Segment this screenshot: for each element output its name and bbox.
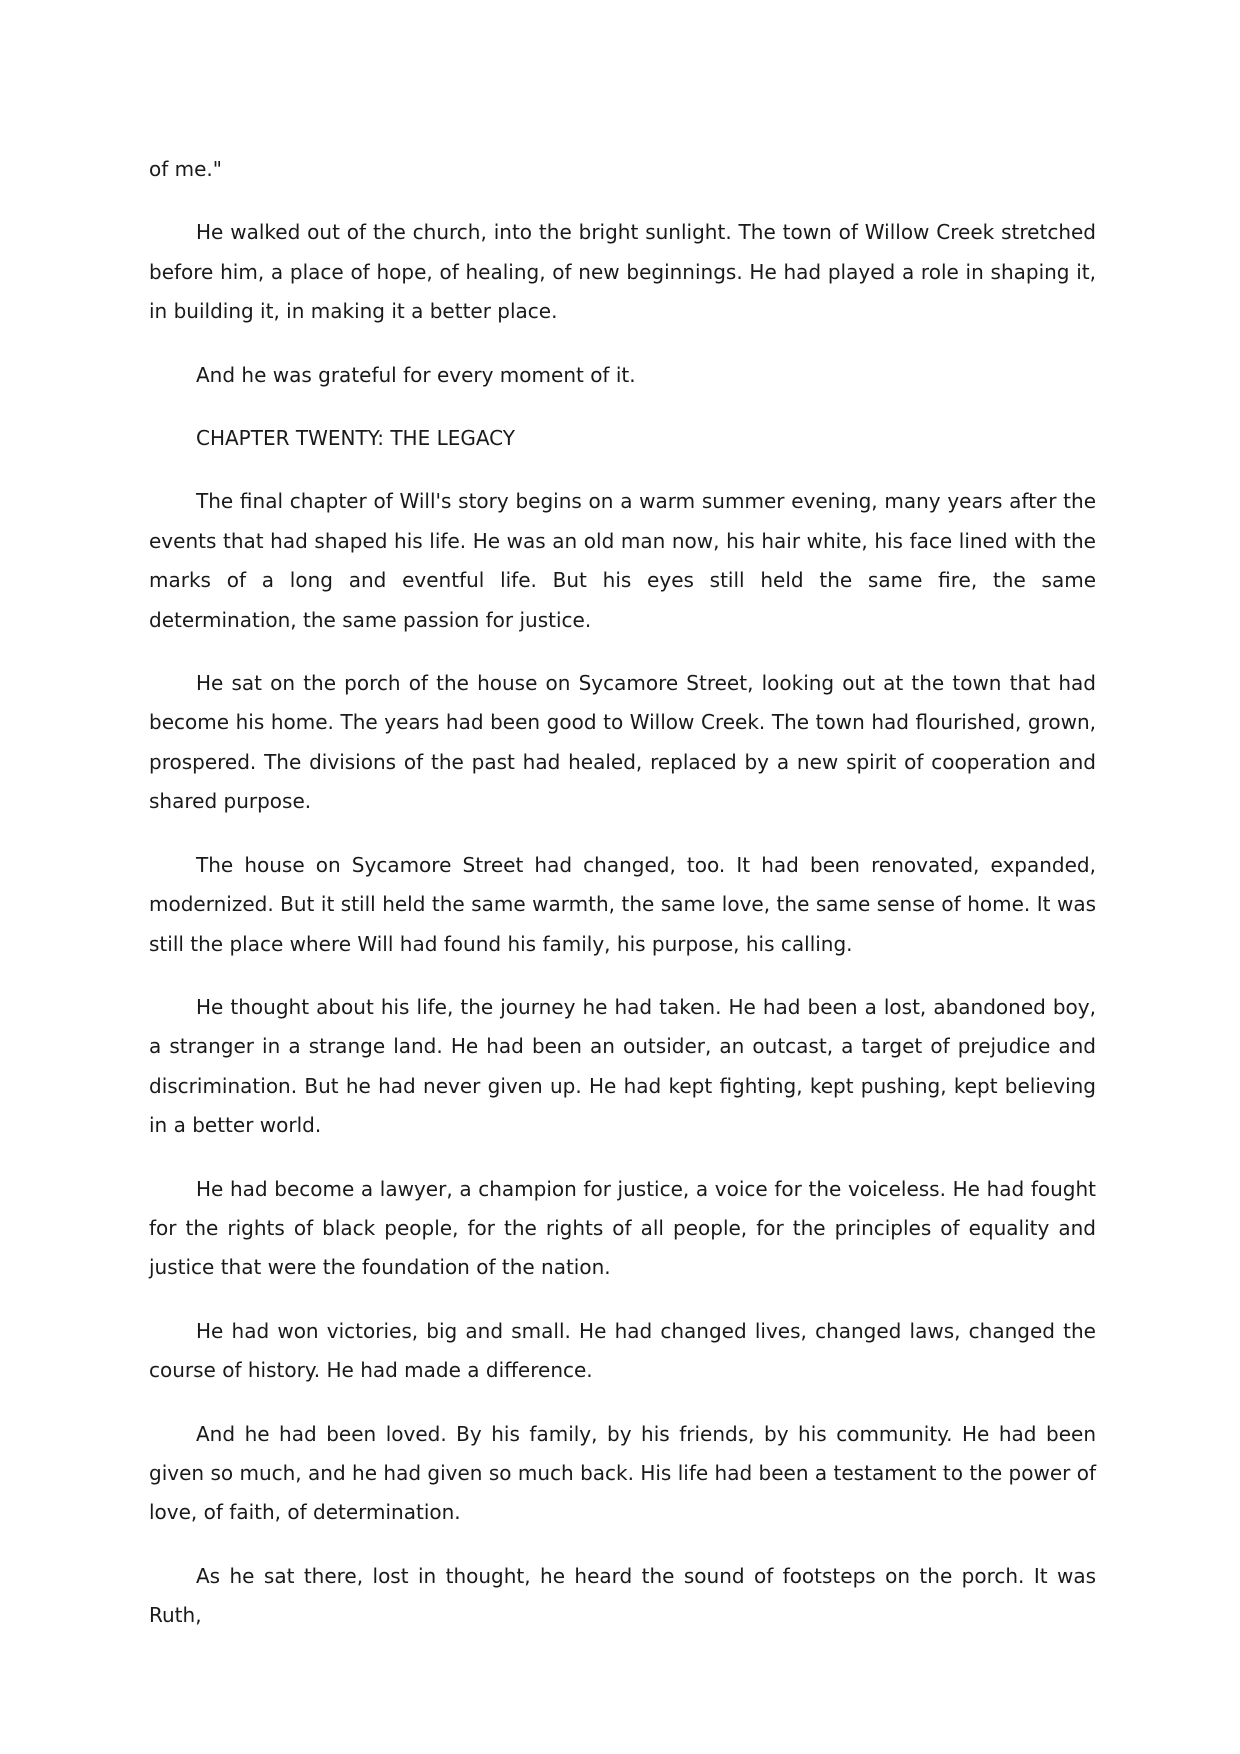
- paragraph-10: He had won victories, big and small. He had changed lives, changed laws, changed the course of history. He had made a difference.: [149, 1318, 1096, 1383]
- paragraph-7: The house on Sycamore Street had changed, too. It had been renovated, expanded, modernized. But it still held the same warmth, the same love, the same sense of home. It was still the place where Will had found his family, his purpose, his calling.: [149, 852, 1096, 956]
- paragraph-9: He had become a lawyer, a champion for justice, a voice for the voiceless. He had fought for the rights of black people, for the rights of all people, for the principles of equality and justice that were the foundation of the nation.: [149, 1176, 1096, 1280]
- paragraph-1: of me.": [149, 157, 222, 181]
- paragraph-6: He sat on the porch of the house on Sycamore Street, looking out at the town that had become his home. The years had been good to Willow Creek. The town had flourished, grown, prospered. The divisions of the past had healed, replaced by a new spirit of cooperation and shared purpose.: [149, 671, 1096, 814]
- chapter-heading: CHAPTER TWENTY: THE LEGACY: [196, 426, 516, 451]
- paragraph-8: He thought about his life, the journey he had taken. He had been a lost, abandoned boy, a stranger in a strange land. He had been an outsider, an outcast, a target of prejudice and discrimination. But he had never given up. He had kept fighting, kept pushing, kept believing in a better world.: [149, 994, 1096, 1138]
- body-text: [149, 150, 1096, 1660]
- paragraph-2: He walked out of the church, into the bright sunlight. The town of Willow Creek stretched before him, a place of hope, of healing, of new beginnings. He had played a role in shaping it, in building it, in making it a better place.: [149, 220, 1096, 324]
- paragraph-11: And he had been loved. By his family, by his friends, by his community. He had been given so much, and he had given so much back. His life had been a testament to the power of love, of faith, of determination.: [149, 1421, 1096, 1525]
- paragraph-3: And he was grateful for every moment of it.: [196, 362, 636, 387]
- paragraph-5: The final chapter of Will's story begins on a warm summer evening, many years after the events that had shaped his life. He was an old man now, his hair white, his face lined with the marks of a long and eventful life. But his eyes still held the same fire, the same determination, the same passion for justice.: [149, 489, 1096, 632]
- paragraph-12: As he sat there, lost in thought, he heard the sound of footsteps on the porch. It was Ruth,: [149, 1563, 1096, 1628]
